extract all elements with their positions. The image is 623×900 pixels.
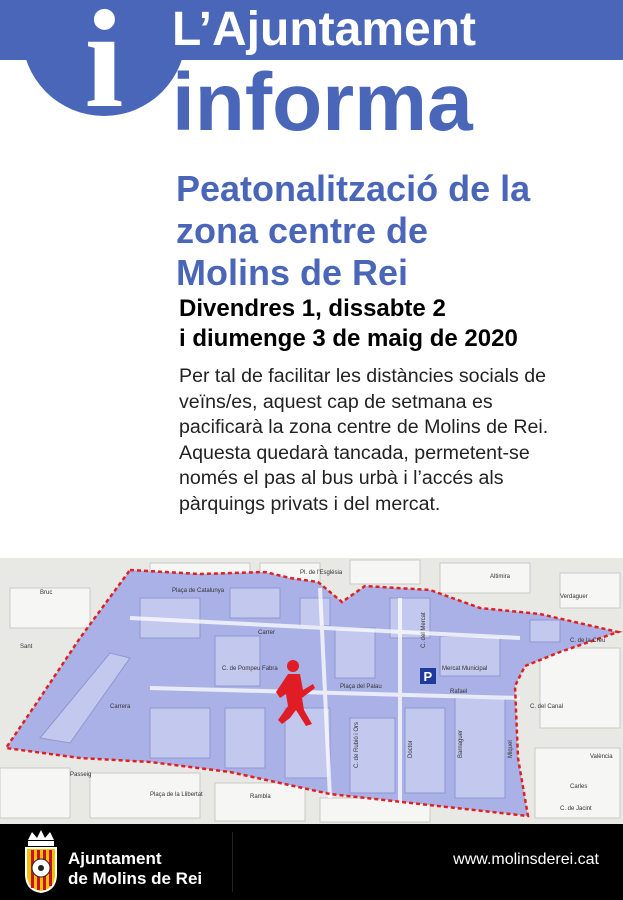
website-link[interactable]: www.molinsderei.cat	[453, 851, 599, 868]
street-label: Pl. de l'Església	[300, 570, 343, 576]
street-label: C. de Jacint	[560, 806, 592, 812]
dates-line: Divendres 1, dissabte 2	[179, 295, 446, 322]
body-line: Per tal de facilitar les distàncies socials de	[179, 365, 547, 387]
header-subtitle: informa	[172, 57, 473, 148]
headline-line: Peatonalització de la	[176, 168, 531, 209]
headline-line: Molins de Rei	[176, 252, 409, 293]
street-label: Rambla	[250, 794, 271, 800]
notice-headline	[176, 168, 616, 294]
street-label: Plaça de la Llibertat	[150, 792, 203, 798]
street-label: Barnaguer	[458, 729, 464, 758]
org-line: de Molins de Rei	[68, 869, 203, 888]
org-line: Ajuntament	[68, 849, 162, 868]
body-line: veïns/es, aquest cap de setmana es	[179, 390, 493, 413]
street-label: Sant	[20, 644, 33, 650]
parking-icon	[420, 668, 436, 684]
street-label: Bruc	[40, 590, 53, 596]
street-label: Plaça del Palau	[340, 684, 382, 690]
molins-de-rei-crest	[20, 830, 62, 894]
body-line: només el pas al bus urbà i l’accés als	[179, 467, 504, 489]
street-label: C. del Mercat	[421, 612, 427, 648]
body-line: Aquesta quedarà tancada, permetent-se	[179, 441, 530, 464]
street-label: Doctor	[408, 740, 414, 758]
footer-divider	[232, 832, 233, 892]
dates-line: i diumenge 3 de maig de 2020	[179, 325, 518, 352]
notice-body	[179, 364, 619, 517]
street-label: Carles	[570, 784, 588, 790]
event-dates	[179, 294, 609, 354]
pedestrian-zone-map	[0, 558, 623, 824]
map-svg	[0, 558, 623, 824]
info-letter: i	[84, 0, 124, 137]
street-label: València	[590, 754, 613, 760]
body-line: pacificarà la zona centre de Molins de Rei.	[179, 416, 549, 438]
street-label: Carrer	[258, 630, 276, 636]
street-label: C. de Pompeu Fabra	[222, 666, 278, 672]
street-label: Altimira	[490, 574, 511, 580]
street-label: C. de la Creu	[570, 638, 606, 644]
street-label: C. del Canal	[530, 704, 564, 710]
street-label: Passeig	[70, 772, 92, 778]
street-label: Verdaguer	[560, 594, 588, 600]
header-title: L’Ajuntament	[172, 3, 477, 56]
street-label: Plaça de Catalunya	[172, 588, 225, 594]
organization-name	[68, 849, 202, 889]
body-line: pàrquings privats i del mercat.	[179, 492, 441, 515]
street-label: Mercat Municipal	[442, 666, 488, 672]
headline-line: zona centre de	[176, 210, 429, 251]
svg-text:P: P	[423, 669, 433, 684]
street-label: Rafael	[450, 689, 468, 695]
street-label: C. de Rubió i Ors	[354, 721, 360, 768]
street-label: Miquel	[508, 740, 514, 758]
street-label: Carrera	[110, 704, 131, 710]
footer	[0, 824, 623, 900]
